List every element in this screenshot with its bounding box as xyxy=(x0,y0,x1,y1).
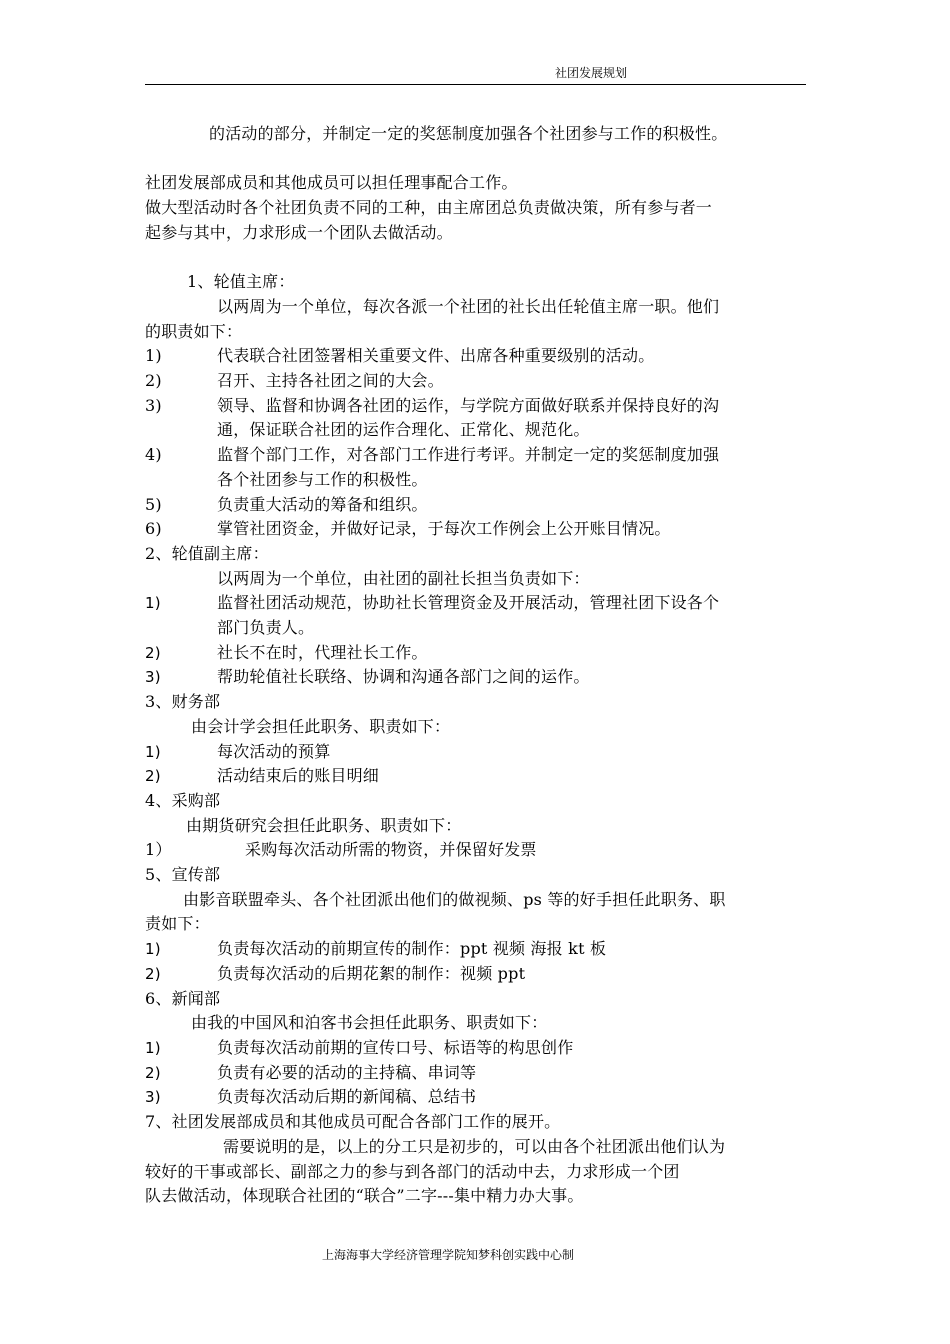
list-number: 2) xyxy=(145,1063,161,1082)
list-text: 掌管社团资金，并做好记录，于每次工作例会上公开账目情况。 xyxy=(217,519,671,539)
list-number: 5) xyxy=(145,494,162,514)
list-number: 1) xyxy=(145,940,161,959)
list-number: 2) xyxy=(145,371,162,390)
list-text: 帮助轮值社长联络、协调和沟通各部门之间的运作。 xyxy=(217,667,590,687)
section-6-desc: 由我的中国风和泊客书会担任此职务、职责如下： xyxy=(191,1013,548,1033)
section-5-desc-a: 由影音联盟牵头、各个社团派出他们的做视频、ps 等的好手担任此职务、职 xyxy=(183,889,726,909)
section-4-title: 4、采购部 xyxy=(145,790,221,810)
list-item xyxy=(145,591,810,616)
list-item xyxy=(145,1061,810,1086)
page-footer-text: 上海海事大学经济管理学院知梦科创实践中心制 xyxy=(322,1248,575,1262)
closing-line-2: 较好的干事或部长、副部之力的参与到各部门的活动中去，力求形成一个团 xyxy=(145,1161,680,1181)
list-number: 3) xyxy=(145,395,162,415)
list-text: 每次活动的预算 xyxy=(217,741,331,761)
list-number: 1) xyxy=(145,346,162,366)
list-item xyxy=(145,665,810,690)
list-text: 采购每次活动所需的物资，并保留好发票 xyxy=(245,840,537,860)
list-text: 负责重大活动的筹备和组织。 xyxy=(217,494,428,514)
closing-line-1: 需要说明的是，以上的分工只是初步的，可以由各个社团派出他们认为 xyxy=(223,1136,726,1156)
page-header-title: 社团发展规划 xyxy=(555,66,628,80)
list-number: 1) xyxy=(145,594,161,613)
document-body xyxy=(145,122,810,1209)
section-2-title: 2、轮值副主席： xyxy=(145,543,269,563)
list-item xyxy=(145,394,810,419)
list-item xyxy=(145,937,810,962)
section-5-desc-b: 责如下： xyxy=(145,914,210,934)
list-text: 负责每次活动的前期宣传的制作：ppt 视频 海报 kt 板 xyxy=(217,939,607,959)
section-3-title: 3、财务部 xyxy=(145,692,221,712)
section-3-desc: 由会计学会担任此职务、职责如下： xyxy=(191,716,451,736)
list-text: 社长不在时，代理社长工作。 xyxy=(217,642,428,662)
list-text: 负责每次活动的后期花絮的制作：视频 ppt xyxy=(217,963,526,983)
intro-paragraph-2: 社团发展部成员和其他成员可以担任理事配合工作。 xyxy=(145,173,518,193)
list-number: 1) xyxy=(145,1038,161,1057)
intro-paragraph-3a: 做大型活动时各个社团负责不同的工种，由主席团总负责做决策，所有参与者一 xyxy=(145,198,713,218)
list-number: 1) xyxy=(145,742,161,761)
list-item xyxy=(145,369,810,394)
list-text: 负责有必要的活动的主持稿、串词等 xyxy=(217,1062,477,1082)
paragraph-gap xyxy=(145,147,810,172)
section-1-desc-b: 的职责如下： xyxy=(145,321,243,341)
list-text: 召开、主持各社团之间的大会。 xyxy=(217,371,444,390)
list-text: 负责每次活动前期的宣传口号、标语等的构思创作 xyxy=(217,1037,574,1057)
list-number: 3) xyxy=(145,1088,161,1107)
list-item xyxy=(145,1085,810,1110)
list-text: 代表联合社团签署相关重要文件、出席各种重要级别的活动。 xyxy=(217,346,655,366)
list-item xyxy=(145,641,810,666)
list-item xyxy=(145,443,810,468)
list-number: 3) xyxy=(145,668,161,687)
list-number: 2) xyxy=(145,643,161,662)
section-1-title: 1、轮值主席： xyxy=(187,272,295,292)
list-item xyxy=(145,1036,810,1061)
section-2-desc: 以两周为一个单位，由社团的副社长担当负责如下： xyxy=(217,568,590,588)
list-continuation: 部门负责人。 xyxy=(217,618,315,638)
section-7-title: 7、社团发展部成员和其他成员可配合各部门工作的展开。 xyxy=(145,1112,561,1132)
list-text: 监督社团活动规范，协助社长管理资金及开展活动，管理社团下设各个 xyxy=(217,593,720,613)
closing-line-3: 队去做活动，体现联合社团的“联合”二字---集中精力办大事。 xyxy=(145,1186,584,1206)
list-item xyxy=(145,962,810,987)
list-item xyxy=(145,344,810,369)
section-4-desc: 由期货研究会担任此职务、职责如下： xyxy=(186,815,462,835)
section-5-title: 5、宣传部 xyxy=(145,865,221,885)
list-continuation: 通，保证联合社团的运作合理化、正常化、规范化。 xyxy=(217,420,590,440)
list-number: 6) xyxy=(145,519,162,539)
list-text: 活动结束后的账目明细 xyxy=(217,766,380,786)
paragraph-gap xyxy=(145,246,810,271)
list-number: 4) xyxy=(145,445,162,465)
header-rule xyxy=(145,84,806,85)
list-item xyxy=(145,838,810,863)
list-text: 监督个部门工作，对各部门工作进行考评。并制定一定的奖惩制度加强 xyxy=(217,445,720,465)
list-text: 负责每次活动后期的新闻稿、总结书 xyxy=(217,1087,477,1107)
list-item xyxy=(145,764,810,789)
list-text: 领导、监督和协调各社团的运作，与学院方面做好联系并保持良好的沟 xyxy=(217,395,720,415)
section-6-title: 6、新闻部 xyxy=(145,988,221,1008)
section-1-desc-a: 以两周为一个单位，每次各派一个社团的社长出任轮值主席一职。他们 xyxy=(217,296,720,316)
list-number: 2) xyxy=(145,767,161,786)
list-continuation: 各个社团参与工作的积极性。 xyxy=(217,469,428,489)
list-item xyxy=(145,493,810,518)
intro-paragraph-3b: 起参与其中，力求形成一个团队去做活动。 xyxy=(145,222,453,242)
list-item xyxy=(145,517,810,542)
list-item xyxy=(145,740,810,765)
list-number: 2) xyxy=(145,964,161,983)
intro-paragraph-1: 的活动的部分，并制定一定的奖惩制度加强各个社团参与工作的积极性。 xyxy=(209,124,728,143)
list-number: 1） xyxy=(145,840,172,860)
